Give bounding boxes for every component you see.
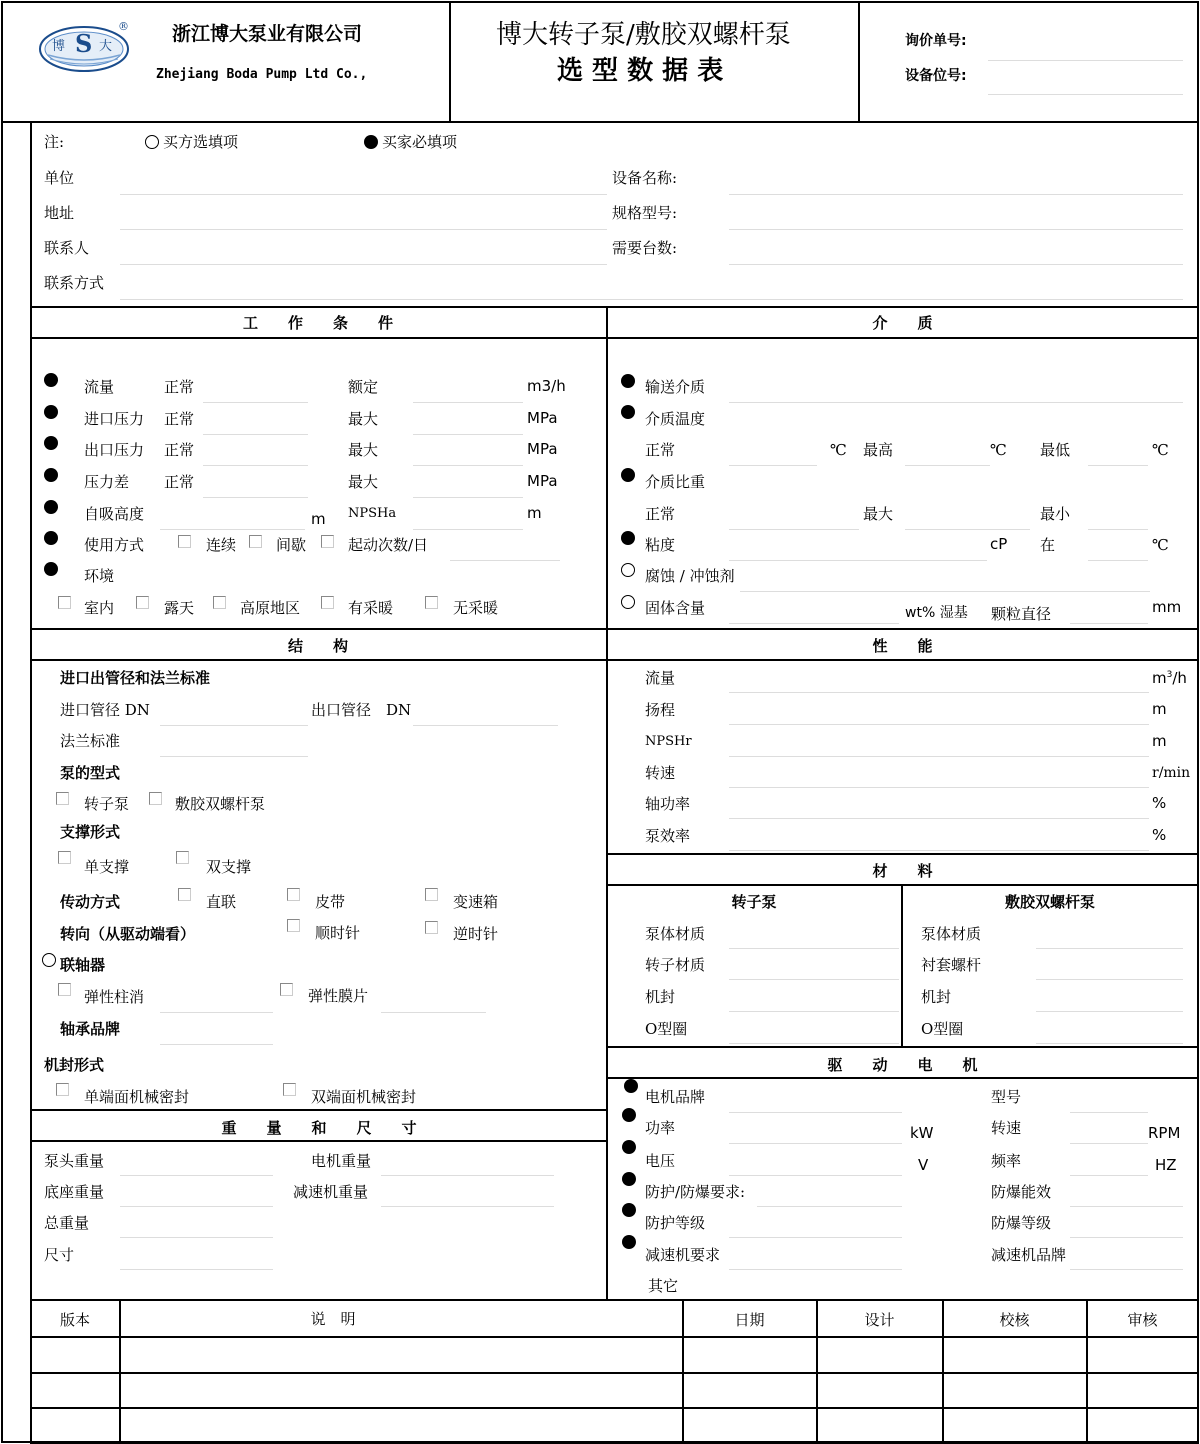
no-heating-checkbox[interactable] — [425, 596, 438, 609]
rotor-seal-field[interactable] — [729, 1011, 899, 1012]
motor-title: 驱 动 电 机 — [827, 1056, 978, 1074]
dimension-field[interactable] — [120, 1269, 273, 1270]
solid-label: 固体含量 — [645, 599, 706, 617]
protection-req-dot — [622, 1172, 636, 1186]
equipment-pos-field[interactable] — [988, 94, 1183, 95]
rotation-heading: 转向（从驱动端看） — [60, 925, 196, 943]
protection-req-label: 防护/防爆要求: — [645, 1183, 746, 1201]
reducer-req-label: 减速机要求 — [645, 1246, 721, 1264]
perf-npshr-unit: m — [1152, 732, 1167, 750]
outdoor-checkbox[interactable] — [136, 596, 149, 609]
viscosity-at-label: 在 — [1040, 536, 1056, 554]
inlet-dn-label: 进口管径 DN — [60, 701, 150, 719]
material-rotor-heading: 转子泵 — [731, 893, 777, 911]
suction-height-unit: m — [311, 510, 326, 528]
footer-design-header: 设计 — [864, 1311, 895, 1329]
outlet-normal-label: 正常 — [164, 441, 195, 459]
cw-label: 顺时针 — [315, 924, 361, 942]
outdoor-label: 露天 — [164, 599, 195, 617]
perf-speed-label: 转速 — [645, 764, 676, 782]
corrosion-field[interactable] — [740, 591, 1150, 592]
company-name-cn: 浙江博大泵业有限公司 — [172, 23, 363, 45]
environment-label: 环境 — [84, 567, 115, 585]
contact-method-field[interactable] — [120, 299, 1183, 300]
perf-speed-unit: r/min — [1152, 765, 1191, 781]
temp-normal-label: 正常 — [645, 441, 676, 459]
material-screw-heading: 敷胶双螺杆泵 — [1004, 893, 1095, 911]
diff-max-label: 最大 — [348, 473, 379, 491]
inlet-max-field[interactable] — [413, 434, 523, 435]
logo-char-s: S — [75, 29, 93, 58]
perf-flow-label: 流量 — [645, 669, 676, 687]
spec-model-label: 规格型号: — [612, 204, 678, 222]
perf-head-label: 扬程 — [645, 701, 676, 719]
perf-efficiency-label: 泵效率 — [645, 827, 691, 845]
contact-method-label: 联系方式 — [44, 274, 105, 292]
diff-normal-field[interactable] — [203, 497, 308, 498]
flow-normal-label: 正常 — [164, 378, 195, 396]
head-weight-field[interactable] — [120, 1175, 273, 1176]
reducer-brand-field[interactable] — [1070, 1269, 1183, 1270]
motor-voltage-label: 电压 — [645, 1152, 676, 1170]
viscosity-at-field[interactable] — [1088, 560, 1148, 561]
header-divider-left — [449, 1, 451, 122]
double-seal-label: 双端面机械密封 — [311, 1088, 417, 1106]
perf-npshr-field[interactable] — [729, 756, 1149, 757]
npsha-field[interactable] — [413, 529, 523, 530]
conveyed-field[interactable] — [729, 402, 1183, 403]
contact-field[interactable] — [120, 264, 607, 265]
corrosion-label: 腐蚀 / 冲蚀剂 — [645, 567, 735, 585]
viscosity-unit: cP — [990, 535, 1008, 553]
weight-title: 重 量 和 尺 寸 — [221, 1119, 417, 1137]
ex-perf-label: 防爆能效 — [991, 1183, 1052, 1201]
heating-label: 有采暖 — [348, 599, 394, 617]
footer-desc-header: 说 明 — [310, 1310, 356, 1328]
temp-high-field[interactable] — [905, 465, 990, 466]
ex-level-field[interactable] — [1070, 1237, 1183, 1238]
sg-max-label: 最大 — [863, 505, 894, 523]
footer-header-line — [30, 1336, 1199, 1338]
inquiry-no-label: 询价单号: — [905, 33, 967, 49]
particle-unit: mm — [1152, 598, 1182, 616]
temp-high-unit: ℃ — [990, 441, 1007, 459]
motor-power-label: 功率 — [645, 1119, 676, 1137]
sg-min-label: 最小 — [1040, 505, 1071, 523]
belt-checkbox[interactable] — [287, 888, 300, 901]
direct-label: 直联 — [206, 893, 237, 911]
motor-model-field[interactable] — [1070, 1112, 1148, 1113]
base-weight-label: 底座重量 — [44, 1183, 105, 1201]
equipment-pos-label: 设备位号: — [905, 68, 967, 84]
drive-heading: 传动方式 — [60, 893, 121, 911]
motor-speed-label: 转速 — [991, 1119, 1022, 1137]
sg-max-field[interactable] — [905, 529, 1030, 530]
perf-head-field[interactable] — [729, 724, 1149, 725]
plateau-label: 高原地区 — [240, 599, 301, 617]
ex-level-label: 防爆等级 — [991, 1214, 1052, 1232]
motor-freq-label: 频率 — [991, 1152, 1022, 1170]
inlet-dn-field[interactable] — [160, 725, 308, 726]
optional-legend-ring — [145, 135, 159, 149]
header-divider-right — [858, 1, 860, 122]
screw-liner-field[interactable] — [1036, 979, 1183, 980]
rotor-seal-label: 机封 — [645, 988, 676, 1006]
temp-low-unit: ℃ — [1152, 441, 1169, 459]
quantity-field[interactable] — [729, 264, 1183, 265]
inlet-max-label: 最大 — [348, 410, 379, 428]
outlet-pressure-label: 出口压力 — [84, 441, 145, 459]
medium-title: 介 质 — [872, 314, 933, 332]
indoor-label: 室内 — [84, 599, 115, 617]
screw-oring-field[interactable] — [1036, 1043, 1183, 1044]
membrane-coupling-field[interactable] — [381, 1012, 486, 1013]
motor-speed-unit: RPM — [1148, 1124, 1181, 1142]
motor-brand-label: 电机品牌 — [645, 1088, 706, 1106]
screw-pump-checkbox[interactable] — [149, 792, 162, 805]
outlet-dn-field[interactable] — [413, 725, 558, 726]
npsha-unit: m — [527, 504, 542, 522]
ccw-label: 逆时针 — [453, 925, 499, 943]
single-support-label: 单支撑 — [84, 858, 130, 876]
perf-speed-field[interactable] — [729, 787, 1149, 788]
note-label: 注: — [44, 133, 65, 151]
motor-power-field[interactable] — [729, 1143, 902, 1144]
equipment-name-label: 设备名称: — [612, 169, 678, 187]
spec-model-field[interactable] — [729, 229, 1183, 230]
motor-weight-field[interactable] — [381, 1175, 554, 1176]
pin-coupling-label: 弹性柱消 — [84, 988, 145, 1006]
motor-voltage-unit: V — [918, 1156, 929, 1174]
motor-weight-label: 电机重量 — [311, 1152, 372, 1170]
pin-coupling-checkbox[interactable] — [58, 983, 71, 996]
gearbox-label: 变速箱 — [453, 893, 499, 911]
intermittent-checkbox[interactable] — [249, 535, 262, 548]
required-legend-text: 买家必填项 — [382, 133, 458, 151]
reducer-brand-label: 减速机品牌 — [991, 1246, 1067, 1264]
npsha-label: NPSHa — [348, 506, 397, 521]
rule-structure-top — [30, 628, 1199, 630]
membrane-coupling-checkbox[interactable] — [280, 983, 293, 996]
suction-height-label: 自吸高度 — [84, 505, 145, 523]
motor-freq-field[interactable] — [1070, 1175, 1148, 1176]
heating-checkbox[interactable] — [321, 596, 334, 609]
rule-weight-top — [30, 1109, 608, 1111]
company-name-en: Zhejiang Boda Pump Ltd Co., — [156, 67, 368, 82]
sg-label: 介质比重 — [645, 473, 706, 491]
perf-flow-field[interactable] — [729, 692, 1149, 693]
rotor-pump-label: 转子泵 — [84, 795, 130, 813]
screw-body-label: 泵体材质 — [921, 925, 982, 943]
motor-brand-field[interactable] — [729, 1112, 902, 1113]
diff-unit: MPa — [527, 472, 558, 490]
footer-check-header: 校核 — [999, 1311, 1030, 1329]
gearbox-checkbox[interactable] — [425, 888, 438, 901]
outlet-max-label: 最大 — [348, 441, 379, 459]
logo-char-left: 博 — [52, 39, 66, 54]
address-field[interactable] — [120, 229, 607, 230]
quantity-label: 需要台数: — [612, 239, 678, 257]
inlet-unit: MPa — [527, 409, 558, 427]
single-seal-label: 单端面机械密封 — [84, 1088, 190, 1106]
structure-title: 结 构 — [287, 637, 348, 655]
perf-efficiency-field[interactable] — [729, 850, 1149, 851]
temp-low-field[interactable] — [1088, 465, 1148, 466]
reducer-req-dot — [622, 1235, 636, 1249]
no-heating-label: 无采暖 — [453, 599, 499, 617]
pressure-diff-dot — [44, 468, 58, 482]
ccw-checkbox[interactable] — [425, 921, 438, 934]
outlet-dn-label: 出口管径 DN — [311, 701, 412, 719]
temp-high-label: 最高 — [863, 441, 894, 459]
inquiry-no-field[interactable] — [988, 60, 1183, 61]
direct-checkbox[interactable] — [178, 888, 191, 901]
address-label: 地址 — [44, 204, 75, 222]
flow-required-dot — [44, 373, 58, 387]
unit-label: 单位 — [44, 169, 75, 187]
performance-title: 性 能 — [872, 637, 933, 655]
ex-perf-field[interactable] — [1070, 1206, 1183, 1207]
motor-voltage-dot — [622, 1140, 636, 1154]
inlet-pressure-label: 进口压力 — [84, 410, 145, 428]
motor-freq-unit: HZ — [1155, 1156, 1177, 1174]
flow-rated-label: 额定 — [348, 378, 379, 396]
rotor-body-label: 泵体材质 — [645, 925, 706, 943]
perf-npshr-label: NPSHr — [645, 734, 692, 749]
viscosity-label: 粘度 — [645, 536, 676, 554]
screw-oring-label: O型圈 — [921, 1020, 964, 1038]
seal-form-heading: 机封形式 — [44, 1056, 105, 1074]
starts-per-day-field[interactable] — [450, 560, 560, 561]
flow-label: 流量 — [84, 378, 115, 396]
perf-shaft-power-field[interactable] — [729, 818, 1149, 819]
footer-row1-line — [30, 1372, 1199, 1374]
perf-shaft-power-label: 轴功率 — [645, 795, 691, 813]
unit-field[interactable] — [120, 194, 607, 195]
perf-efficiency-unit: % — [1152, 826, 1167, 844]
motor-power-unit: kW — [910, 1124, 934, 1142]
cw-checkbox[interactable] — [287, 919, 300, 932]
rule-weight-title — [30, 1140, 608, 1142]
inlet-normal-label: 正常 — [164, 410, 195, 428]
motor-other-label: 其它 — [648, 1277, 679, 1295]
suction-height-dot — [44, 500, 58, 514]
suction-height-field[interactable] — [160, 529, 305, 530]
required-legend-dot — [364, 135, 378, 149]
sg-min-field[interactable] — [1088, 529, 1148, 530]
screw-liner-label: 衬套螺杆 — [921, 956, 982, 974]
reducer-weight-label: 减速机重量 — [293, 1183, 369, 1201]
total-weight-label: 总重量 — [44, 1214, 90, 1232]
starts-checkbox[interactable] — [321, 535, 334, 548]
starts-per-day-label: 起动次数/日 — [348, 536, 429, 554]
perf-head-unit: m — [1152, 700, 1167, 718]
plateau-checkbox[interactable] — [213, 596, 226, 609]
perf-flow-unit: $m^3/h$ — [1152, 669, 1187, 687]
motor-voltage-field[interactable] — [729, 1175, 902, 1176]
diff-max-field[interactable] — [413, 497, 523, 498]
rotor-rotor-label: 转子材质 — [645, 956, 706, 974]
flange-std-label: 法兰标准 — [60, 732, 121, 750]
screw-seal-label: 机封 — [921, 988, 952, 1006]
continuous-checkbox[interactable] — [178, 535, 191, 548]
motor-speed-field[interactable] — [1070, 1143, 1148, 1144]
reducer-weight-field[interactable] — [381, 1206, 554, 1207]
environment-dot — [44, 562, 58, 576]
rule-motor-title — [606, 1077, 1199, 1079]
corrosion-optional-ring — [621, 563, 635, 577]
outlet-unit: MPa — [527, 440, 558, 458]
flange-std-field[interactable] — [160, 756, 308, 757]
solid-field[interactable] — [729, 623, 899, 624]
temp-normal-unit: ℃ — [830, 441, 847, 459]
rule-motor-top — [606, 1046, 1199, 1048]
usage-label: 使用方式 — [84, 536, 145, 554]
protection-level-label: 防护等级 — [645, 1214, 706, 1232]
form-title-line2: 选 型 数 据 表 — [557, 56, 724, 86]
particle-field[interactable] — [1070, 623, 1148, 624]
rotor-oring-field[interactable] — [729, 1043, 899, 1044]
solid-unit: wt% 湿基 — [905, 605, 968, 621]
contact-label: 联系人 — [44, 239, 90, 257]
motor-power-dot — [622, 1108, 636, 1122]
inlet-pressure-dot — [44, 405, 58, 419]
belt-label: 皮带 — [315, 893, 346, 911]
double-seal-checkbox[interactable] — [283, 1083, 296, 1096]
particle-label: 颗粒直径 — [991, 605, 1052, 623]
usage-dot — [44, 531, 58, 545]
rotor-pump-checkbox[interactable] — [56, 792, 69, 805]
optional-legend-text: 买方选填项 — [163, 133, 239, 151]
protection-level-dot — [622, 1203, 636, 1217]
pump-type-heading: 泵的型式 — [60, 764, 121, 782]
temp-low-label: 最低 — [1040, 441, 1071, 459]
screw-seal-field[interactable] — [1036, 1011, 1183, 1012]
logo-registered-mark: ® — [118, 20, 129, 33]
coupling-optional-ring — [42, 953, 56, 967]
conveyed-label: 输送介质 — [645, 378, 706, 396]
rule-working-title — [30, 337, 1199, 339]
temp-normal-field[interactable] — [729, 465, 817, 466]
outlet-max-field[interactable] — [413, 465, 523, 466]
footer-date-header: 日期 — [734, 1311, 765, 1329]
reducer-req-field[interactable] — [729, 1269, 902, 1270]
viscosity-field[interactable] — [729, 560, 987, 561]
rotor-oring-label: O型圈 — [645, 1020, 688, 1038]
coupling-heading: 联轴器 — [60, 956, 106, 974]
single-seal-checkbox[interactable] — [56, 1083, 69, 1096]
footer-review-header: 审核 — [1127, 1311, 1158, 1329]
indoor-checkbox[interactable] — [58, 596, 71, 609]
rule-center — [606, 306, 608, 1299]
pin-coupling-field[interactable] — [160, 1012, 273, 1013]
conveyed-dot — [621, 374, 635, 388]
inlet-normal-field[interactable] — [203, 434, 308, 435]
footer-version-header: 版本 — [59, 1311, 90, 1329]
motor-model-label: 型号 — [991, 1088, 1022, 1106]
viscosity-at-unit: ℃ — [1152, 536, 1169, 554]
form-title-line1: 博大转子泵/敷胶双螺杆泵 — [496, 20, 791, 50]
dimension-label: 尺寸 — [44, 1246, 75, 1264]
protection-req-field[interactable] — [757, 1206, 902, 1207]
rule-structure-title — [30, 659, 1199, 661]
membrane-coupling-label: 弹性膜片 — [308, 987, 369, 1005]
double-support-label: 双支撑 — [206, 858, 252, 876]
screw-pump-label: 敷胶双螺杆泵 — [175, 795, 266, 813]
intermittent-label: 间歇 — [276, 536, 307, 554]
sg-normal-label: 正常 — [645, 505, 676, 523]
medium-temp-label: 介质温度 — [645, 410, 706, 428]
head-weight-label: 泵头重量 — [44, 1152, 105, 1170]
viscosity-dot — [621, 531, 635, 545]
screw-body-field[interactable] — [1036, 948, 1183, 949]
material-title: 材 料 — [872, 862, 933, 880]
logo-char-right: 大 — [99, 39, 113, 54]
working-title: 工 作 条 件 — [242, 314, 393, 332]
rule-footer-top — [30, 1299, 1199, 1301]
outlet-pressure-dot — [44, 436, 58, 450]
rule-material-top — [606, 853, 1199, 855]
single-support-checkbox[interactable] — [58, 851, 71, 864]
sg-normal-field[interactable] — [729, 529, 859, 530]
total-weight-field[interactable] — [120, 1237, 273, 1238]
outlet-normal-field[interactable] — [203, 465, 308, 466]
bearing-brand-heading: 轴承品牌 — [60, 1020, 121, 1038]
flow-normal-field[interactable] — [203, 402, 308, 403]
pressure-diff-label: 压力差 — [84, 473, 130, 491]
sg-dot — [621, 468, 635, 482]
motor-brand-dot — [624, 1079, 638, 1093]
medium-temp-dot — [621, 405, 635, 419]
diff-normal-label: 正常 — [164, 473, 195, 491]
continuous-label: 连续 — [206, 536, 237, 554]
rotor-rotor-field[interactable] — [729, 979, 899, 980]
double-support-checkbox[interactable] — [176, 851, 189, 864]
protection-level-field[interactable] — [729, 1237, 902, 1238]
flow-rated-field[interactable] — [413, 402, 523, 403]
rule-working-top — [30, 306, 1199, 308]
rotor-body-field[interactable] — [729, 948, 899, 949]
pipe-std-heading: 进口出管径和法兰标准 — [60, 669, 211, 687]
perf-shaft-power-unit: % — [1152, 794, 1167, 812]
bearing-brand-field[interactable] — [160, 1044, 273, 1045]
solid-optional-ring — [621, 595, 635, 609]
support-heading: 支撑形式 — [60, 823, 121, 841]
footer-row2-line — [30, 1407, 1199, 1409]
equipment-name-field[interactable] — [729, 194, 1183, 195]
base-weight-field[interactable] — [120, 1206, 273, 1207]
flow-unit: m3/h — [527, 377, 566, 395]
